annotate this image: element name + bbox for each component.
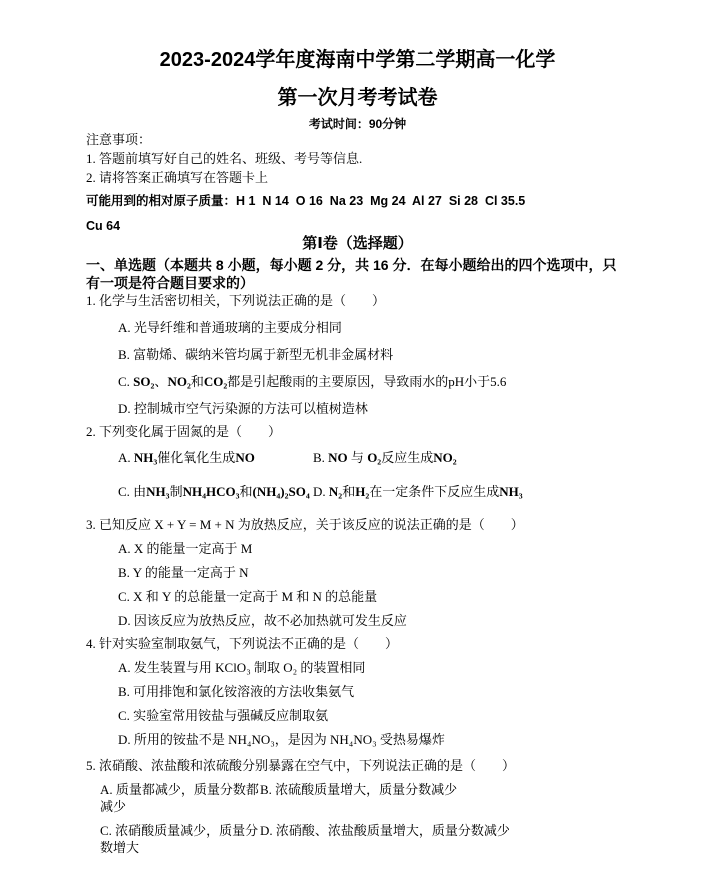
option: C. 由NH₃制NH₄HCO₃和(NH₄)₂SO₄ <box>118 484 310 499</box>
question-1 <box>86 292 629 417</box>
notice-heading: 注意事项： <box>86 132 152 147</box>
option: C. 浓硝酸质量减少，质量分数增大 <box>100 823 259 855</box>
options-list <box>118 659 629 748</box>
question-stem: 3. 已知反应 X + Y = M + N 为放热反应，关于该反应的说法正确的是（ ） <box>86 517 524 532</box>
question-4 <box>86 635 629 748</box>
exam-title: 2023-2024学年度海南中学第二学期高一化学 <box>159 49 556 71</box>
question-3 <box>86 516 629 629</box>
option: D. 因该反应为放热反应，故不必加热就可发生反应 <box>118 613 407 628</box>
option: A. 光导纤维和普通玻璃的主要成分相同 <box>118 320 342 335</box>
option: C. X 和 Y 的总能量一定高于 M 和 N 的总能量 <box>118 589 378 604</box>
question-stem: 5. 浓硝酸、浓盐酸和浓硫酸分别暴露在空气中，下列说法正确的是（ ） <box>86 758 516 773</box>
section-title: 第Ⅰ卷（选择题） <box>302 235 413 252</box>
option: D. 浓硝酸、浓盐酸质量增大，质量分数减少 <box>260 823 510 838</box>
options-grid <box>100 781 629 856</box>
exam-time: 考试时间：90分钟 <box>308 117 407 131</box>
notice-item: 1. 答题前填写好自己的姓名、班级、考号等信息. <box>86 151 363 166</box>
question-5 <box>86 757 629 856</box>
exam-subtitle: 第一次月考考试卷 <box>277 87 438 109</box>
option: A. 发生装置与用 KClO₃ 制取 O₂ 的装置相同 <box>118 660 366 675</box>
option: D. 控制城市空气污染源的方法可以植树造林 <box>118 401 368 416</box>
question-stem: 1. 化学与生活密切相关，下列说法正确的是（ ） <box>86 293 386 308</box>
options-list <box>118 319 629 417</box>
option: D. N₂和H₂在一定条件下反应生成NH₃ <box>313 484 523 499</box>
option: B. 可用排饱和氯化铵溶液的方法收集氨气 <box>118 684 355 699</box>
question-stem: 4. 针对实验室制取氨气，下列说法不正确的是（ ） <box>86 636 399 651</box>
option: A. 质量都减少，质量分数都减少 <box>100 782 259 814</box>
question-stem: 2. 下列变化属于固氮的是（ ） <box>86 424 282 439</box>
options-list <box>118 540 629 629</box>
option: C. SO₂、NO₂和CO₂都是引起酸雨的主要原因，导致雨水的pH小于5.6 <box>118 374 507 389</box>
option: D. 所用的铵盐不是 NH₄NO₃，是因为 NH₄NO₃ 受热易爆炸 <box>118 732 445 747</box>
question-2 <box>86 423 629 500</box>
notice-section <box>86 131 629 187</box>
atomic-mass-line: 可能用到的相对原子质量：H 1 N 14 O 16 Na 23 Mg 24 Al 27 Si 28 Cl 35.5 <box>86 194 526 208</box>
option: B. NO 与 O₂反应生成NO₂ <box>313 450 457 465</box>
option: A. NH₃催化氧化生成NO <box>118 450 255 465</box>
options-grid <box>118 449 629 500</box>
option: B. Y 的能量一定高于 N <box>118 565 249 580</box>
option: B. 浓硫酸质量增大，质量分数减少 <box>260 782 458 797</box>
notice-item: 2. 请将答案正确填写在答题卡上 <box>86 170 269 185</box>
option: C. 实验室常用铵盐与强碱反应制取氨 <box>118 708 329 723</box>
section-intro: 一、单选题（本题共 8 小题，每小题 2 分，共 16 分．在每小题给出的四个选项中，只有一项是符合题目要求的） <box>86 257 617 291</box>
option: A. X 的能量一定高于 M <box>118 541 253 556</box>
atomic-mass-line: Cu 64 <box>86 219 121 233</box>
option: B. 富勒烯、碳纳米管均属于新型无机非金属材料 <box>118 347 394 362</box>
